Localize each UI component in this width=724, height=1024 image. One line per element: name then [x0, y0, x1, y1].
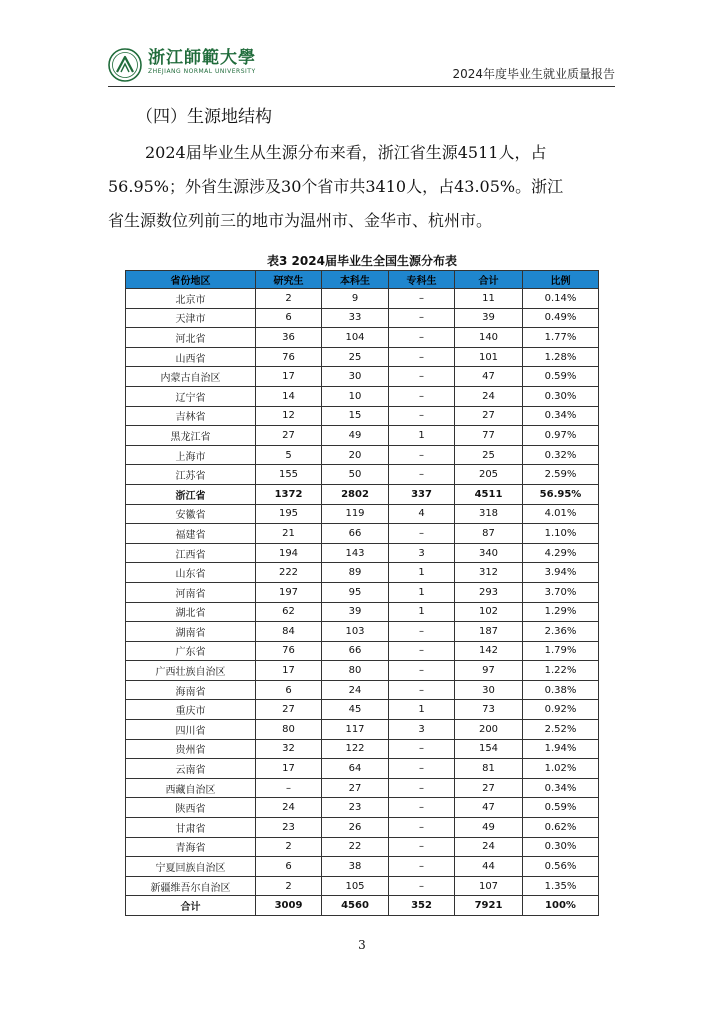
table-cell: 143: [322, 543, 389, 563]
table-cell: 2: [256, 876, 322, 896]
table-cell: 187: [455, 622, 523, 642]
table-cell: 23: [322, 798, 389, 818]
table-row: [126, 739, 599, 759]
table-row: [126, 876, 599, 896]
table-cell: –: [389, 289, 455, 309]
table-cell: 104: [322, 328, 389, 348]
column-header: 省份地区: [126, 271, 256, 289]
table-row: [126, 622, 599, 642]
table-cell: 62: [256, 602, 322, 622]
table-cell: 2.52%: [523, 720, 599, 740]
table-cell: 17: [256, 759, 322, 779]
region-cell: 重庆市: [126, 700, 256, 720]
table-cell: 2.59%: [523, 465, 599, 485]
table-cell: 76: [256, 641, 322, 661]
table-cell: 87: [455, 524, 523, 544]
university-name: [148, 48, 256, 76]
table-cell: 197: [256, 582, 322, 602]
region-cell: 新疆维吾尔自治区: [126, 876, 256, 896]
table-cell: 103: [322, 622, 389, 642]
table-cell: 3: [389, 543, 455, 563]
table-cell: 17: [256, 367, 322, 387]
table-row: [126, 445, 599, 465]
table-total-row: [126, 896, 599, 916]
table-cell: 0.59%: [523, 798, 599, 818]
table-cell: –: [389, 367, 455, 387]
table-cell: –: [389, 406, 455, 426]
table-cell: –: [389, 680, 455, 700]
table-cell: 1.29%: [523, 602, 599, 622]
column-header: 研究生: [256, 271, 322, 289]
table-cell: 1.22%: [523, 661, 599, 681]
table-cell: 195: [256, 504, 322, 524]
table-row: [126, 720, 599, 740]
table-cell: 36: [256, 328, 322, 348]
table-cell: 1: [389, 602, 455, 622]
table-cell: –: [389, 622, 455, 642]
table-cell: 80: [256, 720, 322, 740]
region-cell: 广东省: [126, 641, 256, 661]
table-cell: 25: [322, 347, 389, 367]
table-cell: 107: [455, 876, 523, 896]
table-row: [126, 798, 599, 818]
table-row: [126, 857, 599, 877]
table-cell: 1.79%: [523, 641, 599, 661]
region-cell: 上海市: [126, 445, 256, 465]
table-cell: 14: [256, 386, 322, 406]
total-cell: 100%: [523, 896, 599, 916]
paragraph-line: 2024届毕业生从生源分布来看，浙江省生源4511人，占: [145, 143, 547, 162]
table-cell: 1: [389, 426, 455, 446]
table-cell: 1372: [256, 484, 322, 504]
region-cell: 福建省: [126, 524, 256, 544]
table-cell: 21: [256, 524, 322, 544]
table-cell: 194: [256, 543, 322, 563]
table-cell: 24: [455, 386, 523, 406]
table-cell: 1.28%: [523, 347, 599, 367]
table-row: [126, 504, 599, 524]
table-row: [126, 582, 599, 602]
table-cell: 39: [455, 308, 523, 328]
table-row: [126, 465, 599, 485]
table-cell: –: [256, 778, 322, 798]
paragraph-line: 省生源数位列前三的地市为温州市、金华市、杭州市。: [108, 211, 493, 230]
table-cell: 6: [256, 308, 322, 328]
university-name-cn: 浙江師範大學: [148, 48, 256, 68]
table-cell: 2: [256, 289, 322, 309]
region-cell: 江西省: [126, 543, 256, 563]
table-cell: 26: [322, 818, 389, 838]
total-cell: 合计: [126, 896, 256, 916]
table-cell: –: [389, 386, 455, 406]
table-cell: 27: [455, 778, 523, 798]
table-cell: –: [389, 798, 455, 818]
table-cell: 0.34%: [523, 778, 599, 798]
region-cell: 北京市: [126, 289, 256, 309]
table-row: [126, 818, 599, 838]
table-row: [126, 328, 599, 348]
region-cell: 辽宁省: [126, 386, 256, 406]
table-cell: 312: [455, 563, 523, 583]
table-cell: 27: [455, 406, 523, 426]
table-cell: –: [389, 308, 455, 328]
university-name-en: ZHEJIANG NORMAL UNIVERSITY: [148, 68, 256, 75]
column-header: 专科生: [389, 271, 455, 289]
table-row: [126, 563, 599, 583]
table-cell: 318: [455, 504, 523, 524]
body-paragraph: [108, 136, 615, 238]
table-cell: 0.59%: [523, 367, 599, 387]
table-cell: 81: [455, 759, 523, 779]
region-cell: 海南省: [126, 680, 256, 700]
table-cell: 97: [455, 661, 523, 681]
table-cell: 47: [455, 367, 523, 387]
table-cell: 2802: [322, 484, 389, 504]
table-row: [126, 484, 599, 504]
region-cell: 吉林省: [126, 406, 256, 426]
table-cell: 20: [322, 445, 389, 465]
region-cell: 甘肃省: [126, 818, 256, 838]
table-row: [126, 543, 599, 563]
table-cell: –: [389, 347, 455, 367]
region-cell: 江苏省: [126, 465, 256, 485]
table-cell: 142: [455, 641, 523, 661]
table-cell: 4.29%: [523, 543, 599, 563]
table-cell: 154: [455, 739, 523, 759]
region-cell: 青海省: [126, 837, 256, 857]
table-cell: 49: [322, 426, 389, 446]
table-row: [126, 778, 599, 798]
table-row: [126, 308, 599, 328]
table-cell: 2: [256, 837, 322, 857]
region-cell: 贵州省: [126, 739, 256, 759]
table-cell: –: [389, 641, 455, 661]
region-cell: 湖南省: [126, 622, 256, 642]
region-cell: 浙江省: [126, 484, 256, 504]
table-cell: 95: [322, 582, 389, 602]
table-cell: 0.14%: [523, 289, 599, 309]
table-cell: 122: [322, 739, 389, 759]
table-cell: 155: [256, 465, 322, 485]
table-cell: 24: [322, 680, 389, 700]
table-row: [126, 837, 599, 857]
table-cell: 27: [256, 426, 322, 446]
table-cell: 30: [455, 680, 523, 700]
table-row: [126, 426, 599, 446]
column-header: 本科生: [322, 271, 389, 289]
table-row: [126, 406, 599, 426]
total-cell: 7921: [455, 896, 523, 916]
table-cell: –: [389, 445, 455, 465]
origin-distribution-table: [125, 270, 599, 916]
table-cell: 0.56%: [523, 857, 599, 877]
table-row: [126, 759, 599, 779]
table-cell: –: [389, 661, 455, 681]
table-cell: –: [389, 837, 455, 857]
section-heading: （四）生源地结构: [136, 107, 272, 127]
table-cell: 9: [322, 289, 389, 309]
table-cell: 6: [256, 857, 322, 877]
table-cell: 0.38%: [523, 680, 599, 700]
table-cell: –: [389, 524, 455, 544]
table-cell: 23: [256, 818, 322, 838]
table-cell: 80: [322, 661, 389, 681]
paragraph-line: 56.95%；外省生源涉及30个省市共3410人，占43.05%。浙江: [108, 177, 564, 196]
region-cell: 云南省: [126, 759, 256, 779]
table-row: [126, 367, 599, 387]
region-cell: 宁夏回族自治区: [126, 857, 256, 877]
region-cell: 山东省: [126, 563, 256, 583]
table-cell: 1: [389, 582, 455, 602]
table-cell: 12: [256, 406, 322, 426]
report-title: 2024年度毕业生就业质量报告: [452, 67, 615, 81]
page-header: [108, 44, 615, 87]
table-cell: 77: [455, 426, 523, 446]
table-cell: 3.94%: [523, 563, 599, 583]
table-cell: 56.95%: [523, 484, 599, 504]
table-row: [126, 700, 599, 720]
table-cell: 222: [256, 563, 322, 583]
region-cell: 广西壮族自治区: [126, 661, 256, 681]
table-cell: 0.30%: [523, 837, 599, 857]
table-cell: 4511: [455, 484, 523, 504]
total-cell: 3009: [256, 896, 322, 916]
page-number: 3: [358, 938, 366, 952]
region-cell: 湖北省: [126, 602, 256, 622]
table-row: [126, 386, 599, 406]
table-cell: 102: [455, 602, 523, 622]
column-header: 合计: [455, 271, 523, 289]
table-cell: 1: [389, 700, 455, 720]
table-cell: 27: [322, 778, 389, 798]
table-cell: 0.97%: [523, 426, 599, 446]
table-cell: 38: [322, 857, 389, 877]
table-row: [126, 347, 599, 367]
table-row: [126, 680, 599, 700]
table-cell: –: [389, 876, 455, 896]
table-cell: 66: [322, 524, 389, 544]
table-cell: 105: [322, 876, 389, 896]
region-cell: 安徽省: [126, 504, 256, 524]
table-cell: 1.10%: [523, 524, 599, 544]
table-cell: 47: [455, 798, 523, 818]
table-cell: 0.92%: [523, 700, 599, 720]
table-cell: 50: [322, 465, 389, 485]
table-cell: 32: [256, 739, 322, 759]
region-cell: 天津市: [126, 308, 256, 328]
region-cell: 西藏自治区: [126, 778, 256, 798]
region-cell: 陕西省: [126, 798, 256, 818]
table-cell: 30: [322, 367, 389, 387]
university-logo-icon: [108, 48, 142, 82]
table-cell: 337: [389, 484, 455, 504]
table-cell: 22: [322, 837, 389, 857]
table-cell: –: [389, 818, 455, 838]
region-cell: 河南省: [126, 582, 256, 602]
table-cell: 5: [256, 445, 322, 465]
table-cell: 1.94%: [523, 739, 599, 759]
table-cell: 24: [256, 798, 322, 818]
table-cell: 66: [322, 641, 389, 661]
table-cell: –: [389, 328, 455, 348]
table-cell: 0.62%: [523, 818, 599, 838]
table-cell: 24: [455, 837, 523, 857]
table-cell: 205: [455, 465, 523, 485]
table-cell: –: [389, 759, 455, 779]
total-cell: 352: [389, 896, 455, 916]
table-cell: 25: [455, 445, 523, 465]
table-row: [126, 641, 599, 661]
table-cell: 76: [256, 347, 322, 367]
table-caption: 表3 2024届毕业生全国生源分布表: [267, 254, 457, 268]
table-cell: 119: [322, 504, 389, 524]
column-header: 比例: [523, 271, 599, 289]
table-cell: 11: [455, 289, 523, 309]
table-cell: 10: [322, 386, 389, 406]
table-row: [126, 524, 599, 544]
table-cell: 140: [455, 328, 523, 348]
table-cell: 15: [322, 406, 389, 426]
table-row: [126, 602, 599, 622]
table-cell: –: [389, 465, 455, 485]
table-cell: 44: [455, 857, 523, 877]
table-cell: –: [389, 778, 455, 798]
table-row: [126, 661, 599, 681]
table-cell: 6: [256, 680, 322, 700]
table-cell: 0.32%: [523, 445, 599, 465]
table-cell: 340: [455, 543, 523, 563]
table-cell: 39: [322, 602, 389, 622]
table-cell: 200: [455, 720, 523, 740]
region-cell: 山西省: [126, 347, 256, 367]
table-cell: 17: [256, 661, 322, 681]
table-cell: 0.30%: [523, 386, 599, 406]
table-cell: 1: [389, 563, 455, 583]
table-cell: 4.01%: [523, 504, 599, 524]
region-cell: 河北省: [126, 328, 256, 348]
table-cell: 2.36%: [523, 622, 599, 642]
table-cell: 27: [256, 700, 322, 720]
region-cell: 内蒙古自治区: [126, 367, 256, 387]
table-cell: –: [389, 857, 455, 877]
total-cell: 4560: [322, 896, 389, 916]
table-cell: 64: [322, 759, 389, 779]
table-cell: 101: [455, 347, 523, 367]
table-cell: 49: [455, 818, 523, 838]
table-cell: 293: [455, 582, 523, 602]
table-cell: 3: [389, 720, 455, 740]
table-cell: 33: [322, 308, 389, 328]
table-cell: 1.02%: [523, 759, 599, 779]
table-body: [126, 289, 599, 916]
table-cell: 73: [455, 700, 523, 720]
region-cell: 四川省: [126, 720, 256, 740]
table-row: [126, 289, 599, 309]
table-cell: 1.35%: [523, 876, 599, 896]
region-cell: 黑龙江省: [126, 426, 256, 446]
table-cell: 0.34%: [523, 406, 599, 426]
table-cell: 3.70%: [523, 582, 599, 602]
table-cell: 45: [322, 700, 389, 720]
table-cell: –: [389, 739, 455, 759]
table-cell: 84: [256, 622, 322, 642]
table-header-row: [126, 271, 599, 289]
table-cell: 0.49%: [523, 308, 599, 328]
table-cell: 4: [389, 504, 455, 524]
table-cell: 117: [322, 720, 389, 740]
table-cell: 1.77%: [523, 328, 599, 348]
table-cell: 89: [322, 563, 389, 583]
